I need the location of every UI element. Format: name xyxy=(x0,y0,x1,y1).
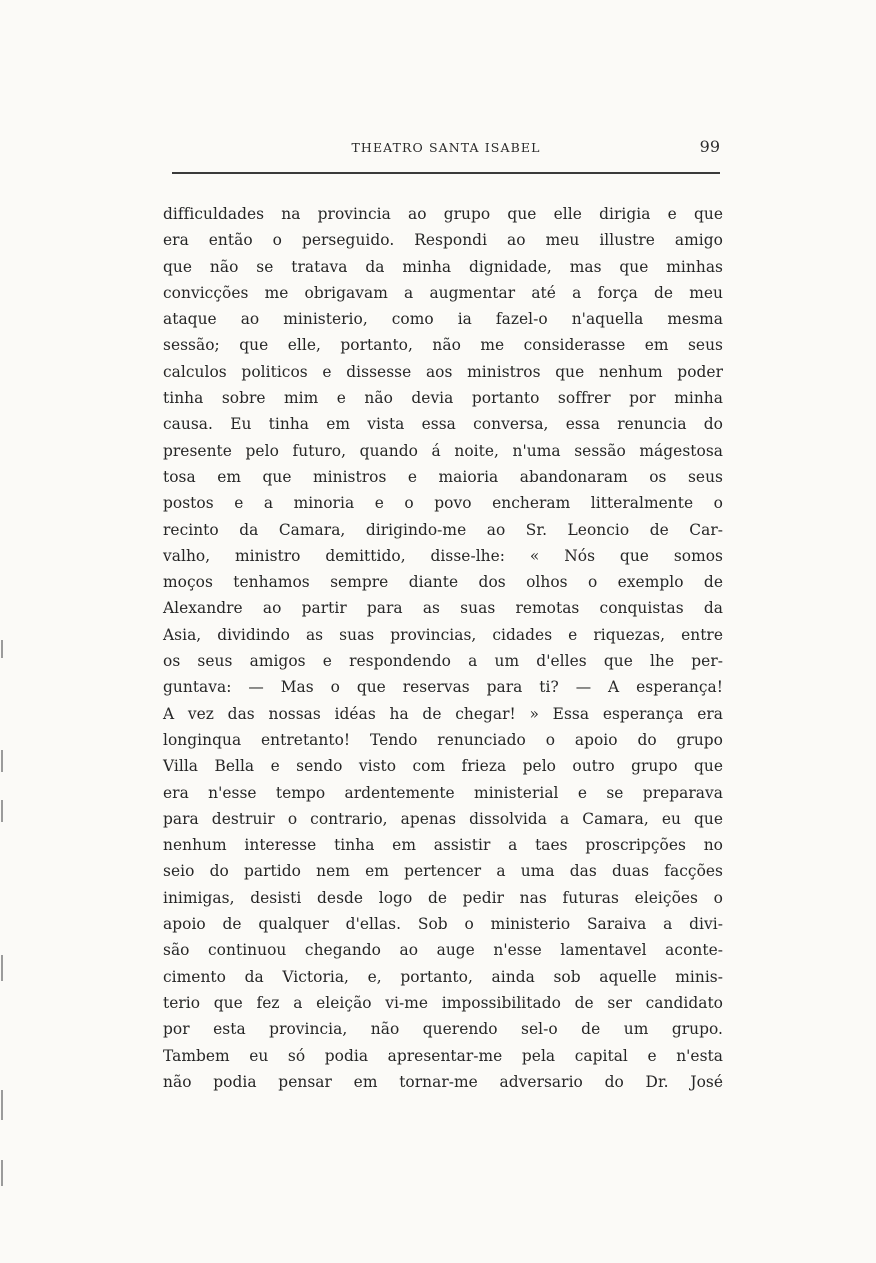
text-line: que não se tratava da minha dignidade, mas que minhas xyxy=(163,257,723,276)
text-line: Asia, dividindo as suas provincias, cidades e riquezas, entre xyxy=(163,625,723,644)
text-line: os seus amigos e respondendo a um d'elles que lhe per- xyxy=(163,652,723,671)
text-line: apoio de qualquer d'ellas. Sob o ministerio Saraiva a divi- xyxy=(163,915,723,934)
body-text xyxy=(163,201,723,1095)
text-line: presente pelo futuro, quando á noite, n'uma sessão mágestosa xyxy=(163,441,723,460)
scan-margin-marks xyxy=(0,0,4,1263)
text-line: ataque ao ministerio, como ia fazel-o n'aquella mesma xyxy=(163,310,723,329)
text-line: para destruir o contrario, apenas dissolvida a Camara, eu que xyxy=(163,809,723,828)
text-line: sessão; que elle, portanto, não me considerasse em seus xyxy=(163,336,723,355)
text-line: por esta provincia, não querendo sel-o de um grupo. xyxy=(163,1020,723,1039)
scan-mark xyxy=(1,750,3,772)
text-line: Alexandre ao partir para as suas remotas conquistas da xyxy=(163,599,723,618)
scan-mark xyxy=(1,1090,3,1120)
header-rule xyxy=(172,172,720,174)
text-line: era n'esse tempo ardentemente ministerial e se preparava xyxy=(163,783,723,802)
scan-mark xyxy=(1,1160,3,1186)
text-line: cimento da Victoria, e, portanto, ainda sob aquelle minis- xyxy=(163,967,723,986)
text-line: calculos politicos e dissesse aos ministros que nenhum poder xyxy=(163,362,723,381)
text-line: postos e a minoria e o povo encheram litteralmente o xyxy=(163,494,723,513)
text-line: Villa Bella e sendo visto com frieza pelo outro grupo que xyxy=(163,757,723,776)
text-line: terio que fez a eleição vi-me impossibilitado de ser candidato xyxy=(163,993,723,1012)
scan-mark xyxy=(1,955,3,981)
running-title: THEATRO SANTA ISABEL xyxy=(351,140,541,155)
text-line: valho, ministro demittido, disse-lhe: « Nós que somos xyxy=(163,546,723,565)
text-line: longinqua entretanto! Tendo renunciado o apoio do grupo xyxy=(163,730,723,749)
text-line: guntava: — Mas o que reservas para ti? — A esperança! xyxy=(163,678,723,697)
text-line: era então o perseguido. Respondi ao meu illustre amigo xyxy=(163,231,723,250)
text-line: Tambem eu só podia apresentar-me pela capital e n'esta xyxy=(163,1046,723,1065)
text-line: são continuou chegando ao auge n'esse lamentavel aconte- xyxy=(163,941,723,960)
text-line: recinto da Camara, dirigindo-me ao Sr. Leoncio de Car- xyxy=(163,520,723,539)
page-number: 99 xyxy=(699,137,720,156)
text-line: difficuldades na provincia ao grupo que elle dirigia e que xyxy=(163,205,723,223)
text-line: moços tenhamos sempre diante dos olhos o exemplo de xyxy=(163,573,723,592)
text-line: seio do partido nem em pertencer a uma das duas facções xyxy=(163,862,723,881)
text-line: não podia pensar em tornar-me adversario do Dr. José xyxy=(163,1072,723,1091)
text-line: convicções me obrigavam a augmentar até a força de meu xyxy=(163,283,723,302)
text-line: inimigas, desisti desde logo de pedir nas futuras eleições o xyxy=(163,888,723,907)
text-line: A vez das nossas idéas ha de chegar! » Essa esperança era xyxy=(163,704,723,723)
running-head xyxy=(172,137,720,164)
text-line: tosa em que ministros e maioria abandonaram os seus xyxy=(163,467,723,486)
text-line: nenhum interesse tinha em assistir a taes proscripções no xyxy=(163,836,723,855)
text-line: tinha sobre mim e não devia portanto soffrer por minha xyxy=(163,389,723,408)
scan-mark xyxy=(1,640,3,658)
scan-mark xyxy=(1,800,3,822)
text-line: causa. Eu tinha em vista essa conversa, essa renuncia do xyxy=(163,415,723,434)
